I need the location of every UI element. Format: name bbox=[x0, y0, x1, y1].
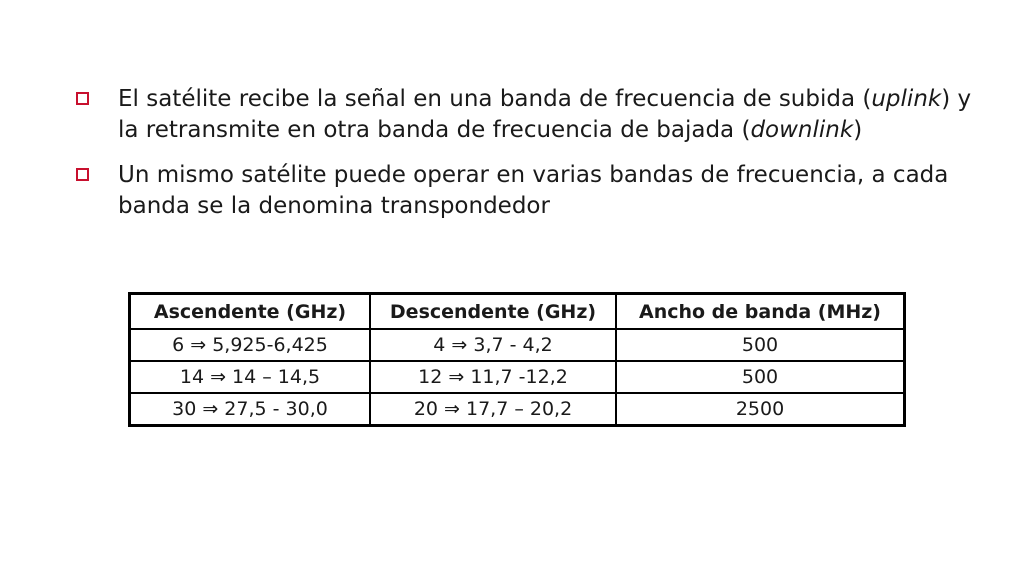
header-descendente: Descendente (GHz) bbox=[370, 294, 616, 330]
table-row bbox=[130, 329, 905, 361]
table-cell: 30 ⇒ 27,5 - 30,0 bbox=[130, 393, 371, 426]
bullet-text: Un mismo satélite puede operar en varias bandas de frecuencia, a cada banda se la denomina transpondedor bbox=[118, 162, 949, 219]
table-cell: 20 ⇒ 17,7 – 20,2 bbox=[370, 393, 616, 426]
table-cell: 6 ⇒ 5,925-6,425 bbox=[130, 329, 371, 361]
header-ascendente: Ascendente (GHz) bbox=[130, 294, 371, 330]
table-cell: 500 bbox=[616, 329, 905, 361]
square-bullet-icon bbox=[76, 168, 89, 181]
table-row bbox=[130, 393, 905, 426]
table-row bbox=[130, 361, 905, 393]
header-ancho-de-banda: Ancho de banda (MHz) bbox=[616, 294, 905, 330]
table-header-row bbox=[130, 294, 905, 330]
bullet-item bbox=[76, 160, 976, 222]
table-cell: 4 ⇒ 3,7 - 4,2 bbox=[370, 329, 616, 361]
table-cell: 2500 bbox=[616, 393, 905, 426]
table-cell: 12 ⇒ 11,7 -12,2 bbox=[370, 361, 616, 393]
bullet-item bbox=[76, 84, 976, 146]
table-cell: 500 bbox=[616, 361, 905, 393]
table-cell: 14 ⇒ 14 – 14,5 bbox=[130, 361, 371, 393]
bullet-list bbox=[76, 84, 976, 236]
frequency-bands-table bbox=[128, 292, 906, 427]
square-bullet-icon bbox=[76, 92, 89, 105]
bullet-text: El satélite recibe la señal en una banda de frecuencia de subida (uplink) y la retransmite en otra banda de frecuencia de bajada (downlink) bbox=[118, 86, 972, 143]
